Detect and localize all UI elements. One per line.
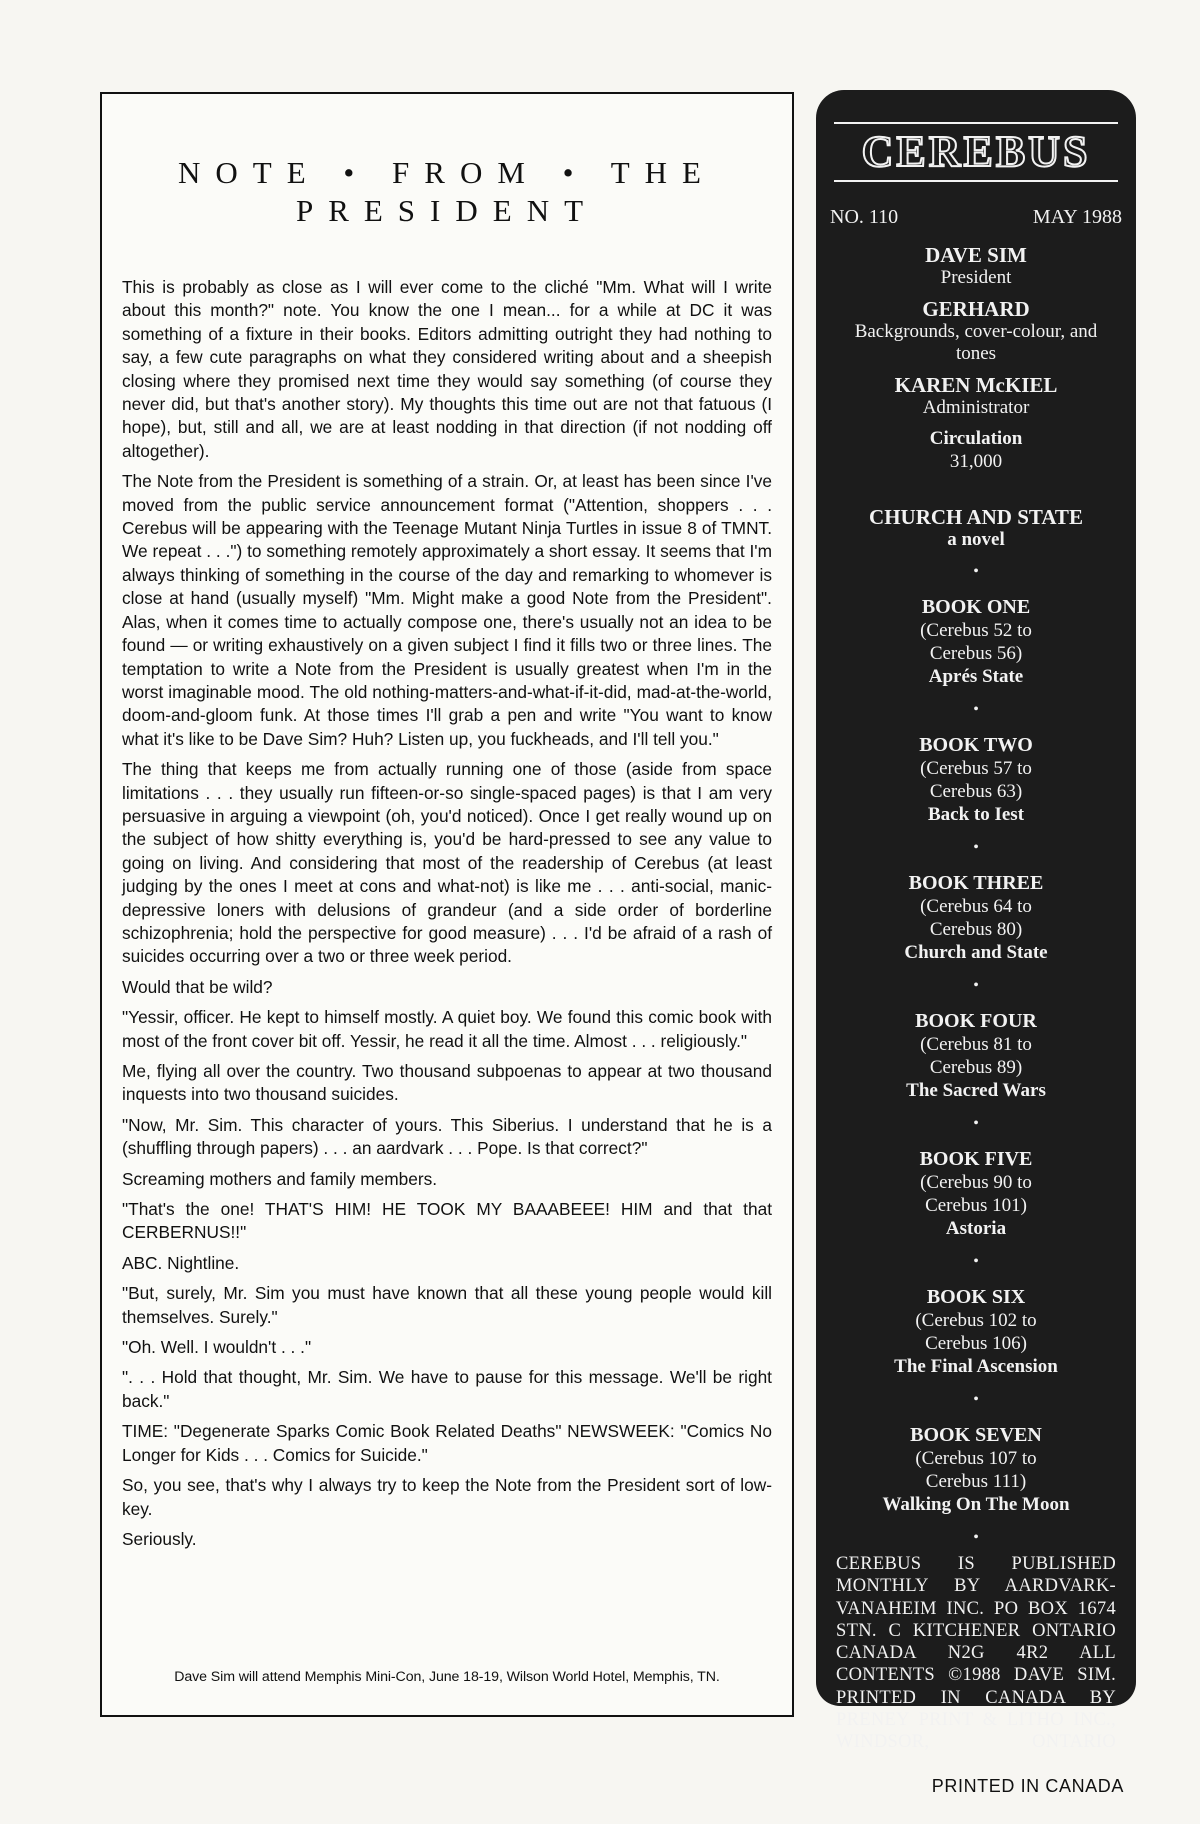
book-name: The Final Ascension	[894, 1356, 1058, 1377]
staff-entry	[816, 373, 1136, 419]
book-name: Walking On The Moon	[882, 1494, 1070, 1515]
note-title-line-1: NOTE • FROM • THE	[178, 155, 716, 190]
publisher-info: CEREBUS IS PUBLISHED MONTHLY BY AARDVARK-VANAHEIM INC. PO BOX 1674 STN. C KITCHENER ONTARIO CANADA N2G 4R2 ALL CONTENTS ©1988 DAVE SIM. PRINTED IN CANADA BY PRENEY PRINT & LITHO INC., WINDSOR, ONTARIO	[836, 1554, 1116, 1753]
book-title: BOOK SEVEN	[910, 1424, 1042, 1446]
series-title: CHURCH AND STATE	[869, 505, 1083, 529]
book-entry	[816, 1253, 1136, 1379]
book-range: (Cerebus 90 to Cerebus 101)	[920, 1172, 1032, 1216]
circulation	[816, 427, 1136, 473]
book-name: Church and State	[904, 942, 1048, 963]
issue-date: MAY 1988	[1032, 206, 1122, 228]
note-paragraph: The Note from the President is something of a strain. Or, at least has been since I've moved from the public service announcement format ("Attention, shoppers . . . Cerebus will be appearing with the Teenage Mutant Ninja Turtles in issue 8 of TMNT. We repeat . . .") to something remotely approximately a short essay. It seems that I'm always thinking of something in the course of the day and remarking to whomever is close at hand (usually myself) "Mm. Might make a good Note from the President". Alas, when it comes time to actually compose one, there's usually not an idea to be found — or writing exhaustively on a given subject I find it fills two or three lines. The temptation to write a Note from the President is usually greatest when I'm in the worst imaginable mood. The old nothing-matters-and-what-if-it-did, mad-at-the-world, doom-and-gloom funk. At those times I'll grab a pen and write "You want to know what it's like to be Dave Sim? Huh? Listen up, you fuckheads, and I'll tell you."	[122, 471, 772, 749]
bullet-icon: •	[973, 1115, 979, 1132]
book-name: Astoria	[945, 1218, 1007, 1239]
note-paragraph: The thing that keeps me from actually running one of those (aside from space limitations . . . they usually run fifteen-or-so single-spaced pages) is that I am very persuasive in arguing a viewpoint (oh, you'd noticed). Once I get really wound up on the subject of how shitty everything is, you'd be hard-pressed to see any value to going on living. And considering that most of the readership of Cerebus (at least judging by the ones I meet at cons and what-not) is like me . . . anti-social, manic-depressive loners with delusions of grandeur (and a side order of borderline schizophrenia; hold the perspective for good measure) . . . I'd be afraid of a rash of suicides occurring over a two or three week period.	[122, 759, 772, 967]
note-paragraph: "That's the one! THAT'S HIM! HE TOOK MY BAAABEEE! HIM and that that CERBERNUS!!"	[122, 1199, 772, 1243]
book-entry	[816, 1391, 1136, 1517]
book-range: (Cerebus 102 to Cerebus 106)	[915, 1310, 1037, 1354]
bullet-icon: •	[973, 1391, 979, 1408]
convention-notice: Dave Sim will attend Memphis Mini-Con, June 18-19, Wilson World Hotel, Memphis, TN.	[174, 1669, 720, 1685]
circulation-value: 31,000	[949, 451, 1003, 472]
bullet-icon: •	[973, 1529, 979, 1546]
note-body	[122, 276, 772, 1558]
note-title	[114, 154, 780, 230]
book-entry	[816, 701, 1136, 827]
book-title: BOOK SIX	[926, 1286, 1026, 1308]
staff-role: Administrator	[922, 397, 1030, 418]
book-range: (Cerebus 57 to Cerebus 63)	[920, 758, 1032, 802]
bullet-icon: •	[973, 563, 979, 580]
staff-role: President	[940, 267, 1012, 288]
note-paragraph: "Yessir, officer. He kept to himself mostly. A quiet boy. We found this comic book with most of the front cover bit off. Yessir, he read it all the time. Almost . . . religiously."	[122, 1007, 772, 1051]
note-paragraph: ABC. Nightline.	[122, 1252, 240, 1273]
book-range: (Cerebus 81 to Cerebus 89)	[920, 1034, 1032, 1078]
book-name: Aprés State	[928, 666, 1024, 687]
issue-number: NO. 110	[830, 206, 899, 228]
book-title: BOOK FIVE	[919, 1148, 1033, 1170]
staff-name: DAVE SIM	[925, 243, 1027, 267]
note-paragraph: Seriously.	[122, 1528, 197, 1549]
book-range: (Cerebus 64 to Cerebus 80)	[920, 896, 1032, 940]
staff-entry	[816, 243, 1136, 289]
book-title: BOOK ONE	[921, 596, 1031, 618]
bullet-icon: •	[973, 977, 979, 994]
book-entry	[816, 839, 1136, 965]
bullet-icon: •	[973, 701, 979, 718]
note-paragraph: "Now, Mr. Sim. This character of yours. This Siberius. I understand that he is a (shuffling through papers) . . . an aardvark . . . Pope. Is that correct?"	[122, 1114, 772, 1159]
book-entry	[816, 1115, 1136, 1241]
cerebus-logo: CEREBUS	[834, 122, 1118, 182]
bullet-icon: •	[973, 1253, 979, 1270]
staff-name: KAREN McKIEL	[894, 373, 1058, 397]
staff-list	[816, 243, 1136, 473]
note-paragraph: So, you see, that's why I always try to keep the Note from the President sort of low-key.	[122, 1475, 772, 1519]
book-title: BOOK FOUR	[915, 1010, 1037, 1032]
note-from-president-box	[100, 92, 794, 1717]
masthead-sidebar	[816, 90, 1136, 1753]
staff-role: Backgrounds, cover-colour, and tones	[854, 321, 1098, 364]
note-paragraph: Screaming mothers and family members.	[122, 1168, 438, 1189]
book-list	[816, 563, 1136, 1547]
book-entry	[816, 977, 1136, 1103]
note-paragraph: Would that be wild?	[122, 976, 273, 997]
note-paragraph: Me, flying all over the country. Two thousand subpoenas to appear at two thousand inquests into two thousand suicides.	[122, 1061, 772, 1105]
staff-name: GERHARD	[922, 297, 1030, 321]
book-name: The Sacred Wars	[906, 1080, 1046, 1101]
book-range: (Cerebus 107 to Cerebus 111)	[915, 1448, 1037, 1492]
note-paragraph: "But, surely, Mr. Sim you must have known that all these young people would kill themselves. Surely."	[122, 1283, 772, 1327]
issue-info	[816, 206, 1136, 229]
printed-in-canada: PRINTED IN CANADA	[931, 1776, 1124, 1796]
note-paragraph: TIME: "Degenerate Sparks Comic Book Related Deaths" NEWSWEEK: "Comics No Longer for Kids . . . Comics for Suicide."	[122, 1421, 772, 1465]
book-title: BOOK TWO	[919, 734, 1033, 756]
note-title-line-2: PRESIDENT	[295, 193, 599, 228]
circulation-label: Circulation	[929, 428, 1023, 449]
book-title: BOOK THREE	[908, 872, 1044, 894]
book-range: (Cerebus 52 to Cerebus 56)	[920, 620, 1032, 664]
bullet-icon: •	[973, 839, 979, 856]
note-paragraph: This is probably as close as I will ever come to the cliché "Mm. What will I write about this month?" note. You know the one I mean... for a while at DC it was something of a fixture in their books. Editors admitting outright they had nothing to say, a few cute paragraphs on what they considered writing about and a sheepish closing where they promised next time they would say something (of course they never did, but that's another story). My thoughts this time out are not that fatuous (I hope), but, still and all, we are at least nodding in that direction (if not nodding off altogether).	[122, 277, 772, 461]
note-paragraph: ". . . Hold that thought, Mr. Sim. We have to pause for this message. We'll be right back."	[122, 1367, 772, 1411]
note-paragraph: "Oh. Well. I wouldn't . . ."	[122, 1337, 312, 1358]
series-subtitle: a novel	[947, 529, 1005, 550]
staff-entry	[816, 297, 1136, 365]
book-entry	[816, 563, 1136, 689]
book-name: Back to Iest	[927, 804, 1025, 825]
